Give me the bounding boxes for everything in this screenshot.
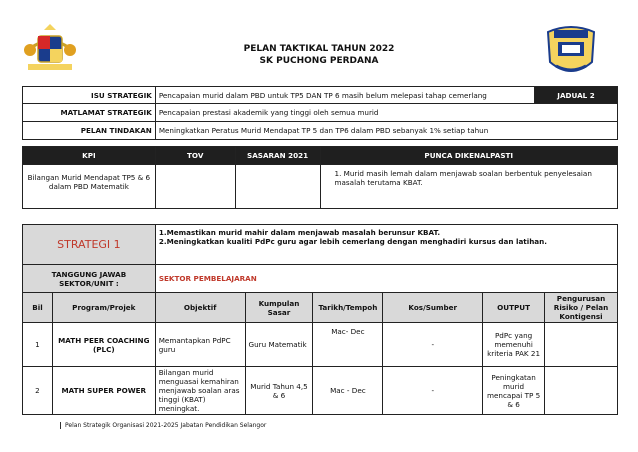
program-table	[22, 292, 618, 415]
strategi-line-1: 1.Memastikan murid mahir dalam menjawab masalah berunsur KBAT.	[158, 228, 441, 237]
row1-program: MATH PEER COACHING (PLC)	[52, 323, 155, 367]
row2-kumpulan: Murid Tahun 4,5 & 6	[245, 367, 313, 415]
col-tarikh: Tarikh/Tempoh	[313, 293, 383, 323]
strategi-line-2: 2.Meningkatkan kualiti PdPc guru agar lebih cemerlang dengan menghadiri kursus dan latihan.	[158, 237, 548, 246]
tanggung-label: TANGGUNG JAWAB SEKTOR/UNIT :	[23, 265, 156, 293]
pelan-label: PELAN TINDAKAN	[23, 122, 156, 140]
row1-bil: 1	[23, 323, 53, 367]
row1-kos: -	[383, 323, 483, 367]
row1-tarikh: Mac- Dec	[313, 323, 383, 367]
col-kos: Kos/Sumber	[383, 293, 483, 323]
isu-value: Pencapaian murid dalam PBD untuk TP5 DAN TP 6 masih belum melepasi tahap cemerlang	[155, 87, 534, 104]
row2-kos: -	[383, 367, 483, 415]
col-program: Program/Projek	[52, 293, 155, 323]
footer-text: Pelan Strategik Organisasi 2021-2025 Jabatan Pendidikan Selangor	[60, 422, 266, 429]
sasaran-value	[235, 165, 320, 209]
isu-label: ISU STRATEGIK	[23, 87, 156, 104]
table-row	[23, 323, 618, 367]
matlamat-label: MATLAMAT STRATEGIK	[23, 104, 156, 122]
row2-tarikh: Mac - Dec	[313, 367, 383, 415]
row2-risiko	[545, 367, 618, 415]
col-kumpulan: Kumpulan Sasar	[245, 293, 313, 323]
sektor-value: SEKTOR PEMBELAJARAN	[155, 265, 617, 293]
col-risiko: Pengurusan Risiko / Pelan Kontigensi	[545, 293, 618, 323]
pelan-value: Meningkatkan Peratus Murid Mendapat TP 5 dan TP6 dalam PBD sebanyak 1% setiap tahun	[155, 122, 617, 140]
punca-value: 1. Murid masih lemah dalam menjawab soalan berbentuk penyelesaian masalah terutama KBAT.	[320, 165, 617, 209]
row1-risiko	[545, 323, 618, 367]
punca-header: PUNCA DIKENALPASTI	[320, 147, 617, 165]
row2-objektif: Bilangan murid menguasai kemahiran menjawab soalan aras tinggi (KBAT) meningkat.	[155, 367, 245, 415]
row2-bil: 2	[23, 367, 53, 415]
jadual-badge: JADUAL 2	[535, 87, 618, 104]
row1-output: PdPc yang memenuhi kriteria PAK 21	[483, 323, 545, 367]
col-bil: Bil	[23, 293, 53, 323]
kpi-header: KPI	[23, 147, 156, 165]
info-table	[22, 86, 618, 140]
col-output: OUTPUT	[483, 293, 545, 323]
school-name: SK PUCHONG PERDANA	[259, 56, 379, 66]
plan-title: PELAN TAKTIKAL TAHUN 2022	[243, 44, 395, 54]
strategi-label: STRATEGI 1	[23, 225, 156, 265]
sasaran-header: SASARAN 2021	[235, 147, 320, 165]
row2-output: Peningkatan murid mencapai TP 5 & 6	[483, 367, 545, 415]
col-objektif: Objektif	[155, 293, 245, 323]
row2-program: MATH SUPER POWER	[52, 367, 155, 415]
tov-value	[155, 165, 235, 209]
row1-kumpulan: Guru Matematik	[245, 323, 313, 367]
table-row	[23, 367, 618, 415]
kpi-value: Bilangan Murid Mendapat TP5 & 6 dalam PBD Matematik	[23, 165, 156, 209]
kpi-table	[22, 146, 618, 209]
row1-objektif: Memantapkan PdPC guru	[155, 323, 245, 367]
tov-header: TOV	[155, 147, 235, 165]
matlamat-value: Pencapaian prestasi akademik yang tinggi oleh semua murid	[155, 104, 617, 122]
strategi-table	[22, 224, 618, 293]
